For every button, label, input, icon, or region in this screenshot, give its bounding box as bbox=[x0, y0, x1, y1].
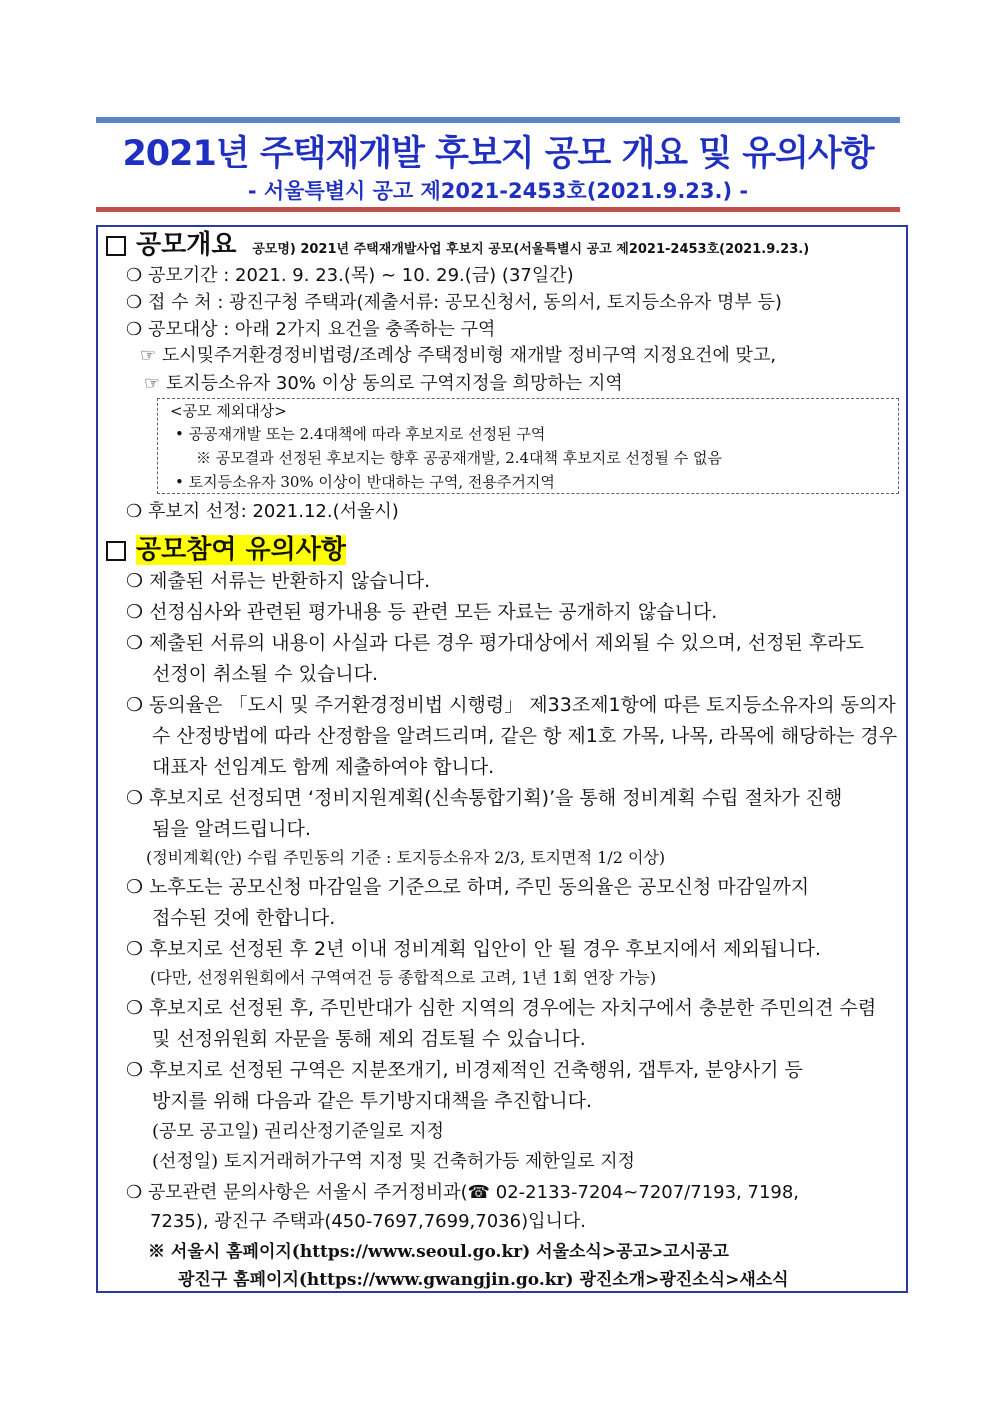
exclusion-line: ※ 공모결과 선정된 후보지는 향후 공공재개발, 2.4대책 후보지로 선정될 수 없음 bbox=[196, 449, 723, 467]
section2-title: 공모참여 유의사항 bbox=[136, 535, 346, 565]
notice-line: ❍ 동의율은 「도시 및 주거환경정비법 시행령」 제33조제1항에 따른 토지등소유자의 동의자 bbox=[126, 694, 896, 716]
section1-title: 공모개요 bbox=[136, 230, 237, 260]
notice-line: 됨을 알려드립니다. bbox=[152, 818, 311, 840]
notice-line: ❍ 후보지로 선정되면 ‘정비지원계획(신속통합기획)’을 통해 정비계획 수립 절차가 진행 bbox=[126, 787, 843, 809]
notice-note: (정비계획(안) 수립 주민동의 기준 : 토지등소유자 2/3, 토지면적 1/2 이상) bbox=[146, 848, 666, 867]
section1-heading bbox=[106, 230, 810, 262]
section1-item: ❍ 접 수 처 : 광진구청 주택과(제출서류: 공모신청서, 동의서, 토지등소유자 명부 등) bbox=[126, 292, 782, 313]
notice-line: 접수된 것에 한합니다. bbox=[152, 907, 336, 929]
checkbox-icon bbox=[106, 236, 126, 256]
notice-note: (공모 공고일) 권리산정기준일로 지정 bbox=[152, 1121, 445, 1142]
section1-name-note: 공모명) 2021년 주택재개발사업 후보지 공모(서울특별시 공고 제2021-2453호(2021.9.23.) bbox=[252, 242, 810, 257]
notice-line: 대표자 선임계도 함께 제출하여야 합니다. bbox=[152, 756, 495, 778]
notice-line: 7235), 광진구 주택과(450-7697,7699,7036)입니다. bbox=[150, 1211, 586, 1232]
notice-line: ❍ 후보지로 선정된 후 2년 이내 정비계획 입안이 안 될 경우 후보지에서 제외됩니다. bbox=[126, 938, 821, 960]
homepage-link-gwangjin[interactable]: 광진구 홈페이지(https://www.gwangjin.go.kr) 광진소개>광진소식>새소식 bbox=[178, 1270, 789, 1290]
exclusion-line: • 공공재개발 또는 2.4대책에 따라 후보지로 선정된 구역 bbox=[175, 425, 546, 443]
selection-line: ❍ 후보지 선정: 2021.12.(서울시) bbox=[126, 501, 399, 522]
notice-note: (선정일) 토지거래허가구역 지정 및 건축허가등 제한일로 지정 bbox=[152, 1151, 636, 1172]
notice-line: 및 선정위원회 자문을 통해 제외 검토될 수 있습니다. bbox=[152, 1028, 586, 1050]
circle-bullet-icon: ❍ bbox=[126, 265, 143, 286]
notice-note: (다만, 선정위원회에서 구역여건 등 종합적으로 고려, 1년 1회 연장 가능) bbox=[150, 968, 657, 987]
notice-line: ❍ 제출된 서류는 반환하지 않습니다. bbox=[126, 570, 431, 592]
section1-item: ❍ 공모기간 : 2021. 9. 23.(목) ~ 10. 29.(금) (37일간) bbox=[126, 265, 574, 286]
checkbox-icon bbox=[106, 541, 126, 561]
exclusion-line: • 토지등소유자 30% 이상이 반대하는 구역, 전용주거지역 bbox=[175, 473, 555, 491]
notice-line: 방지를 위해 다음과 같은 투기방지대책을 추진합니다. bbox=[152, 1090, 593, 1112]
section2-heading bbox=[106, 535, 346, 565]
notice-line: ❍ 후보지로 선정된 후, 주민반대가 심한 지역의 경우에는 자치구에서 충분한 주민의견 수렴 bbox=[126, 997, 877, 1019]
notice-line: ❍ 후보지로 선정된 구역은 지분쪼개기, 비경제적인 건축행위, 갭투자, 분양사기 등 bbox=[126, 1059, 803, 1081]
notice-line: 수 산정방법에 따라 산정함을 알려드리며, 같은 항 제1호 가목, 나목, 라목에 해당하는 경우 bbox=[152, 725, 898, 747]
circle-bullet-icon: ❍ bbox=[126, 292, 143, 313]
exclusion-heading: <공모 제외대상> bbox=[170, 402, 287, 420]
target-line: ☞ 도시및주거환경정비법령/조례상 주택정비형 재개발 정비구역 지정요건에 맞고, bbox=[140, 345, 777, 366]
circle-bullet-icon: ❍ bbox=[126, 319, 143, 340]
notice-line: ❍ 공모관련 문의사항은 서울시 주거정비과(☎ 02-2133-7204~7207/7193, 7198, bbox=[126, 1182, 800, 1203]
notice-line: ❍ 선정심사와 관련된 평가내용 등 관련 모든 자료는 공개하지 않습니다. bbox=[126, 601, 718, 623]
homepage-link-seoul[interactable]: ※ 서울시 홈페이지(https://www.seoul.go.kr) 서울소식>공고>고시공고 bbox=[148, 1242, 729, 1262]
notice-line: ❍ 노후도는 공모신청 마감일을 기준으로 하며, 주민 동의율은 공모신청 마감일까지 bbox=[126, 876, 810, 898]
notice-line: 선정이 취소될 수 있습니다. bbox=[152, 663, 379, 685]
header-top-rule bbox=[96, 117, 900, 123]
target-line: ☞ 토지등소유자 30% 이상 동의로 구역지정을 희망하는 지역 bbox=[144, 373, 623, 394]
section1-item: ❍ 공모대상 : 아래 2가지 요건을 충족하는 구역 bbox=[126, 319, 496, 340]
page-subtitle: - 서울특별시 공고 제2021-2453호(2021.9.23.) - bbox=[247, 179, 749, 203]
header-bottom-rule bbox=[96, 207, 900, 212]
page-title: 2021년 주택재개발 후보지 공모 개요 및 유의사항 bbox=[122, 134, 874, 174]
circle-bullet-icon: ❍ bbox=[126, 501, 143, 522]
notice-line: ❍ 제출된 서류의 내용이 사실과 다른 경우 평가대상에서 제외될 수 있으며, 선정된 후라도 bbox=[126, 632, 864, 654]
